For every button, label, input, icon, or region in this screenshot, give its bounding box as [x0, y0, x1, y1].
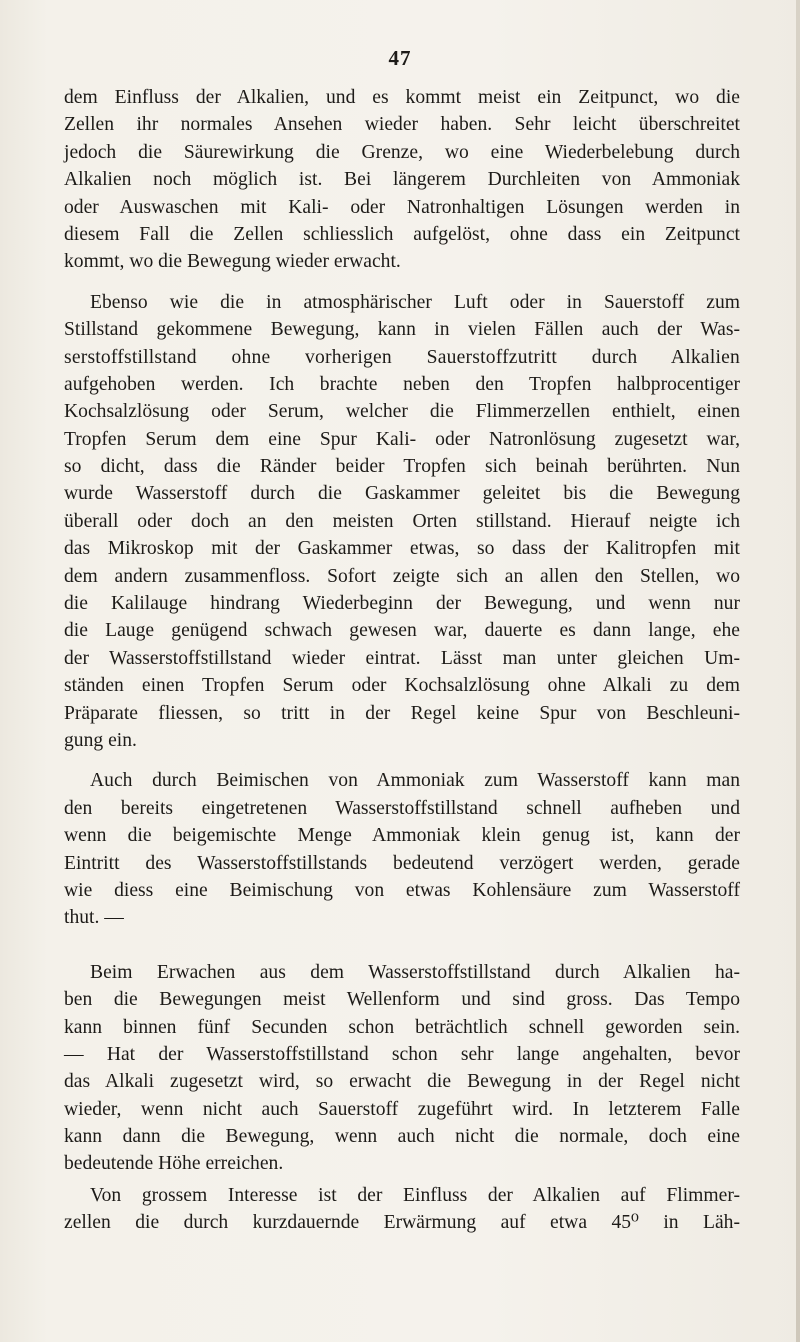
text-line: wieder, wenn nicht auch Sauerstoff zugeführt wird. In letzterem Falle: [64, 1098, 740, 1120]
text-line: so dicht, dass die Ränder beider Tropfen sich beinah berührten. Nun: [64, 456, 740, 478]
text-line: ben die Bewegungen meist Wellenform und sind gross. Das Tempo: [64, 989, 740, 1011]
page-edge: [796, 0, 800, 1342]
text-line: das Alkali zugesetzt wird, so erwacht die Bewegung in der Regel nicht: [64, 1071, 740, 1093]
paragraph-2: [64, 289, 740, 755]
text-line: zellen die durch kurzdauernde Erwärmung auf etwa 45⁰ in Läh-: [64, 1212, 740, 1234]
text-line: dem Einfluss der Alkalien, und es kommt meist ein Zeitpunct, wo die: [64, 87, 740, 108]
text-line: überall oder doch an den meisten Orten stillstand. Hierauf neigte ich: [64, 510, 740, 532]
text-line: der Wasserstoffstillstand wieder eintrat. Lässt man unter gleichen Um-: [64, 647, 740, 669]
text-line: das Mikroskop mit der Gaskammer etwas, so dass der Kalitropfen mit: [64, 538, 740, 560]
body-text: [64, 84, 740, 1237]
text-line: thut. —: [64, 907, 124, 929]
text-line: diesem Fall die Zellen schliesslich aufgelöst, ohne dass ein Zeitpunct: [64, 223, 740, 245]
text-line: kann binnen fünf Secunden schon beträchtlich schnell geworden sein.: [64, 1016, 740, 1038]
text-line: dem andern zusammenfloss. Sofort zeigte sich an allen den Stellen, wo: [64, 565, 740, 587]
text-line: wie diess eine Beimischung von etwas Kohlensäure zum Wasserstoff: [64, 879, 740, 901]
paragraph-gap: [64, 276, 740, 289]
text-line: ständen einen Tropfen Serum oder Kochsalzlösung ohne Alkali zu dem: [64, 675, 740, 697]
text-line: Eintritt des Wasserstoffstillstands bedeutend verzögert werden, gerade: [64, 852, 740, 874]
paragraph-4: [64, 959, 740, 1178]
text-line: — Hat der Wasserstoffstillstand schon sehr lange angehalten, bevor: [64, 1043, 740, 1065]
paragraph-gap: [64, 754, 740, 767]
text-line: kommt, wo die Bewegung wieder erwacht.: [64, 251, 401, 273]
text-line: Kochsalzlösung oder Serum, welcher die Flimmerzellen enthielt, einen: [64, 401, 740, 423]
text-line: jedoch die Säurewirkung die Grenze, wo eine Wiederbelebung durch: [64, 141, 740, 163]
paragraph-3: [64, 767, 740, 931]
text-line: Ebenso wie die in atmosphärischer Luft oder in Sauerstoff zum: [90, 291, 740, 313]
text-line: Präparate fliessen, so tritt in der Regel keine Spur von Beschleuni-: [64, 702, 740, 724]
paragraph-gap: [64, 932, 740, 959]
text-line: den bereits eingetretenen Wasserstoffstillstand schnell aufheben und: [64, 797, 740, 819]
text-line: serstoffstillstand ohne vorherigen Sauerstoffzutritt durch Alkalien: [64, 346, 740, 368]
text-line: bedeutende Höhe erreichen.: [64, 1153, 284, 1175]
text-line: aufgehoben werden. Ich brachte neben den Tropfen halbprocentiger: [64, 373, 740, 395]
text-line: Von grossem Interesse ist der Einfluss der Alkalien auf Flimmer-: [90, 1184, 740, 1206]
text-line: Auch durch Beimischen von Ammoniak zum Wasserstoff kann man: [90, 770, 740, 792]
text-line: die Lauge genügend schwach gewesen war, dauerte es dann lange, ehe: [64, 620, 740, 642]
text-line: wenn die beigemischte Menge Ammoniak klein genug ist, kann der: [64, 825, 740, 847]
text-line: wurde Wasserstoff durch die Gaskammer geleitet bis die Bewegung: [64, 483, 740, 505]
text-line: die Kalilauge hindrang Wiederbeginn der Bewegung, und wenn nur: [64, 593, 740, 615]
paragraph-5: [64, 1182, 740, 1237]
text-line: kann dann die Bewegung, wenn auch nicht die normale, doch eine: [64, 1126, 740, 1148]
text-line: Alkalien noch möglich ist. Bei längerem Durchleiten von Ammoniak: [64, 169, 740, 191]
text-line: Zellen ihr normales Ansehen wieder haben. Sehr leicht überschreitet: [64, 114, 740, 136]
page-number: 47: [388, 46, 412, 70]
text-line: gung ein.: [64, 729, 137, 751]
paragraph-1: [64, 84, 740, 276]
text-line: Tropfen Serum dem eine Spur Kali- oder Natronlösung zugesetzt war,: [64, 428, 740, 450]
text-line: oder Auswaschen mit Kali- oder Natronhaltigen Lösungen werden in: [64, 196, 740, 218]
text-line: Beim Erwachen aus dem Wasserstoffstillstand durch Alkalien ha-: [90, 961, 740, 983]
text-line: Stillstand gekommene Bewegung, kann in vielen Fällen auch der Was-: [64, 319, 740, 341]
